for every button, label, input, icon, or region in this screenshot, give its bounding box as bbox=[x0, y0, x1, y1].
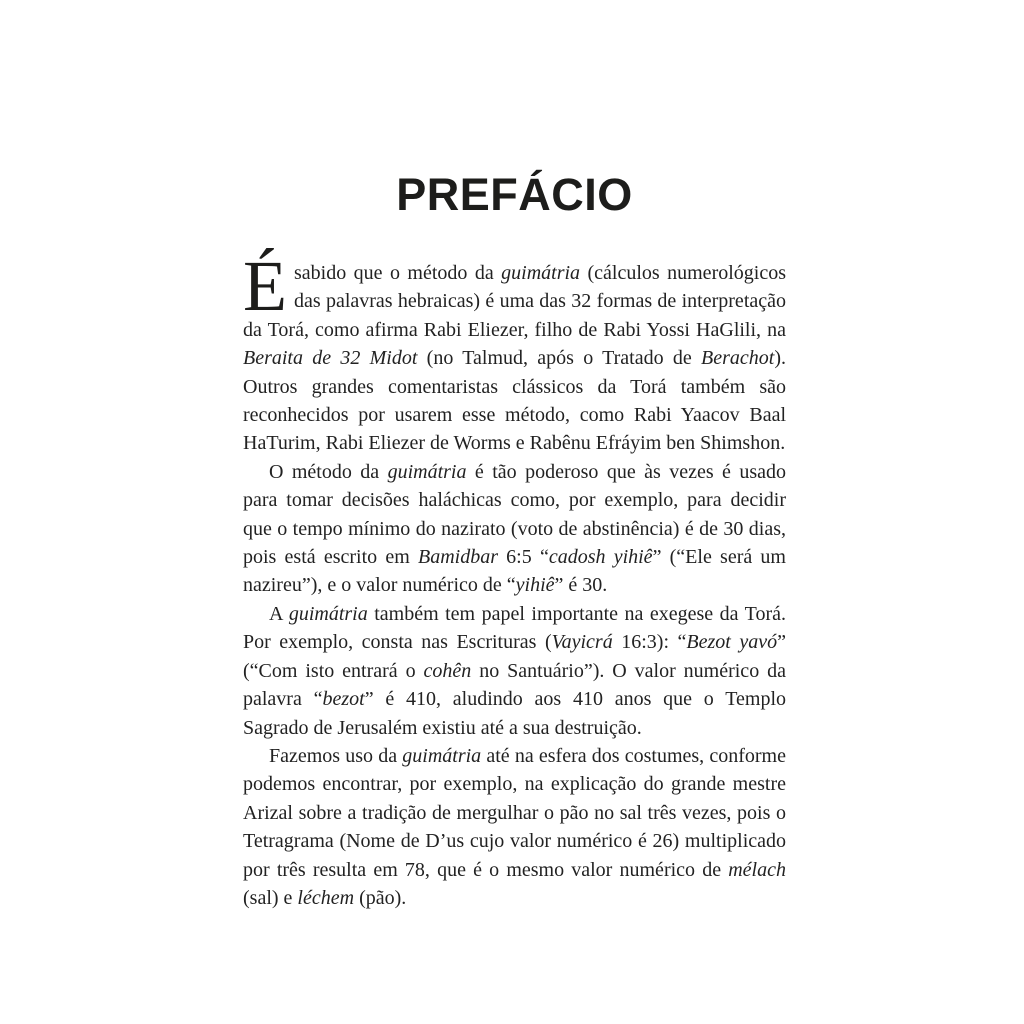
preface-content bbox=[243, 169, 787, 912]
italic-term: Bezot yavó bbox=[686, 631, 778, 654]
text-run: ” é 30. bbox=[554, 574, 608, 597]
text-run: ” (“Com isto entrará o bbox=[243, 631, 786, 682]
text-run: 6:5 “ bbox=[497, 546, 549, 569]
text-run: ” (“Ele será um nazireu”), e o valor numérico de “ bbox=[243, 546, 786, 597]
text-run: A bbox=[269, 602, 289, 625]
text-run: até na esfera dos costumes, conforme podemos encontrar, por exemplo, na explicação do grande mestre Arizal sobre a tradição de mergulhar o pão no sal três vezes, pois o Tetragrama (Nome de D’us cujo valor numérico é 26) multiplicado por três resulta em 78, que é o mesmo valor numérico de bbox=[243, 744, 786, 881]
text-run: também tem papel importante na exegese da Torá. Por exemplo, consta nas Escrituras ( bbox=[243, 602, 787, 654]
paragraph bbox=[243, 458, 786, 600]
italic-term: Bamidbar bbox=[417, 546, 498, 569]
text-run: O método da bbox=[269, 460, 388, 483]
italic-term: yihiê bbox=[515, 574, 555, 597]
paragraph bbox=[243, 600, 786, 742]
text-run: 16:3): “ bbox=[612, 631, 687, 654]
drop-cap: É bbox=[243, 246, 287, 326]
page-title: PREFÁCIO bbox=[396, 169, 633, 220]
text-run: ” é 410, aludindo aos 410 anos que o Templo Sagrado de Jerusalém existiu até a sua destruição. bbox=[243, 688, 786, 739]
italic-term: Vayicrá bbox=[551, 631, 613, 654]
italic-term: bezot bbox=[322, 688, 365, 711]
italic-term: guimátria bbox=[288, 602, 368, 625]
text-run: Fazemos uso da bbox=[269, 744, 403, 767]
text-run: (cálculos numerológicos das palavras hebraicas) é uma das 32 formas de interpretação da Torá, como afirma Rabi Eliezer, filho de Rabi Yossi HaGlili, na bbox=[243, 262, 786, 341]
italic-term: guimátria bbox=[387, 460, 467, 483]
italic-term: mélach bbox=[728, 858, 786, 881]
italic-term: Beraita de 32 Midot bbox=[243, 347, 418, 370]
italic-term: cohên bbox=[423, 659, 472, 682]
italic-term: guimátria bbox=[501, 262, 581, 284]
paragraph bbox=[243, 742, 786, 912]
text-run: (no Talmud, após o Tratado de bbox=[417, 347, 702, 370]
italic-term: cadosh yihiê bbox=[548, 546, 653, 569]
text-run: no Santuário”). O valor numérico da palavra “ bbox=[243, 659, 786, 711]
italic-term: Berachot bbox=[701, 347, 775, 370]
body-text bbox=[243, 246, 787, 912]
text-run: é tão poderoso que às vezes é usado para tomar decisões haláchicas como, por exemplo, para decidir que o tempo mínimo do nazirato (voto de abstinência) é de 30 dias, pois está escrito em bbox=[243, 460, 787, 569]
text-run: ). Outros grandes comentaristas clássicos da Torá também são reconhecidos por usarem esse método, como Rabi Yaacov Baal HaTurim, Rabi Eliezer de Worms e Rabênu Efráyim ben Shimshon. bbox=[243, 347, 786, 455]
paragraph-text bbox=[243, 262, 786, 454]
text-run: (sal) e bbox=[243, 886, 298, 909]
italic-term: léchem bbox=[297, 886, 355, 909]
text-run: (pão). bbox=[354, 886, 407, 909]
text-run: sabido que o método da bbox=[293, 262, 502, 284]
italic-term: guimátria bbox=[402, 744, 482, 767]
paragraph bbox=[243, 246, 786, 458]
